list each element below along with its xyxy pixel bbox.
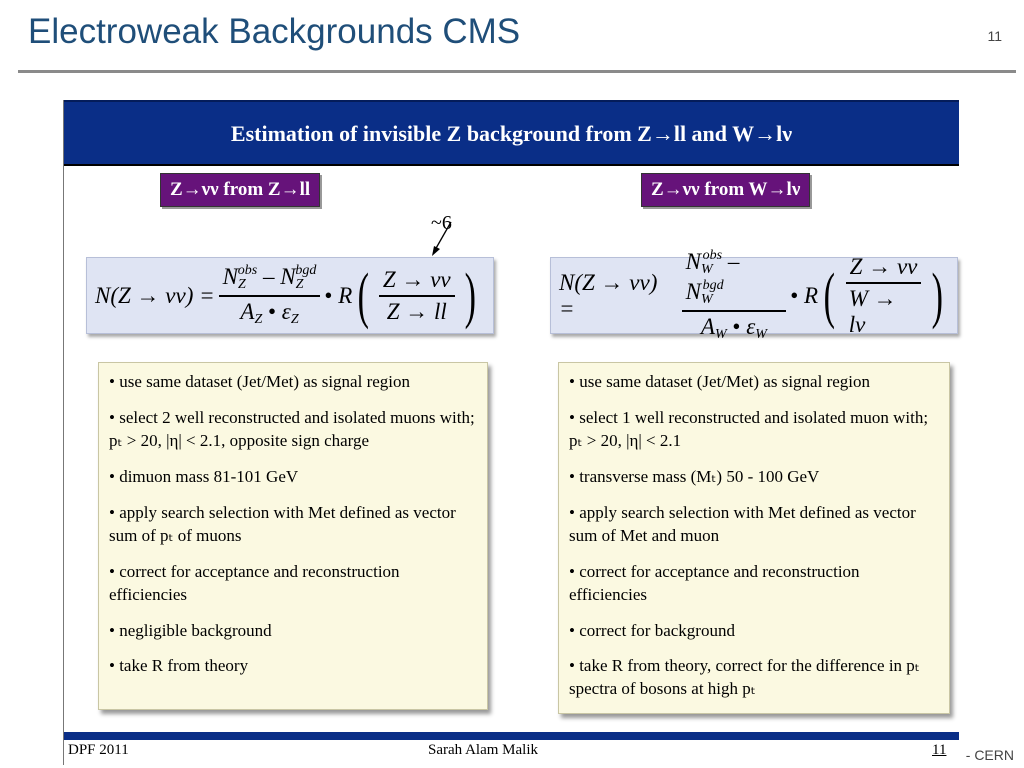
annotation-label: ~6 xyxy=(431,212,452,234)
left-method-box: Z→νν from Z→ll xyxy=(160,173,320,207)
list-item: • dimuon mass 81-101 GeV xyxy=(109,466,299,486)
slide-title: Electroweak Backgrounds CMS xyxy=(28,12,521,51)
footer-right: 11 xyxy=(932,742,947,758)
footer-bar xyxy=(64,732,959,740)
footer-cern: - CERN xyxy=(965,747,1014,763)
list-item: • apply search selection with Met defined as vector sum of pₜ of muons xyxy=(109,502,456,545)
list-item: • use same dataset (Jet/Met) as signal region xyxy=(109,372,411,391)
list-item: • correct for background xyxy=(569,620,735,640)
right-notes xyxy=(558,362,950,714)
banner xyxy=(64,100,959,166)
list-item: • take R from theory, correct for the difference in pₜ spectra of bosons at high pₜ xyxy=(569,656,920,699)
list-item: • correct for acceptance and reconstruction efficiencies xyxy=(109,561,400,604)
list-item: • take R from theory xyxy=(109,656,249,676)
left-notes xyxy=(98,362,488,710)
embedded-slide-panel xyxy=(63,100,959,765)
right-formula: N(Z → νν) = $\frac{N_W^{obs} - N_W^{bgd}}{A_W • \varepsilon_W}$ • R ( $\frac{Z \to \nu\nu}{W \to l\nu}$ ) xyxy=(550,257,958,334)
list-item: • negligible background xyxy=(109,620,272,640)
list-item: • apply search selection with Met defined as vector sum of Met and muon xyxy=(569,502,916,545)
list-item: • select 1 well reconstructed and isolated muon with; pₜ > 20, |η| < 2.1 xyxy=(569,407,929,450)
left-formula: N(Z → νν) = $\frac{N_Z^{obs} - N_Z^{bgd}}{A_Z • \varepsilon_Z}$ • R ( $\frac{Z \to \nu\nu}{Z \to ll}$ ) xyxy=(86,257,494,334)
list-item: • use same dataset (Jet/Met) as signal region xyxy=(569,372,871,391)
right-method-box: Z→νν from W→lν xyxy=(641,173,810,207)
footer-center: Sarah Alam Malik xyxy=(428,742,538,758)
list-item: • correct for acceptance and reconstruction efficiencies xyxy=(569,561,860,604)
slide-number: 11 xyxy=(987,28,1002,44)
title-divider xyxy=(18,70,1016,73)
list-item: • select 2 well reconstructed and isolated muons with; pₜ > 20, |η| < 2.1, opposite sign charge xyxy=(109,407,475,450)
footer-left: DPF 2011 xyxy=(68,742,129,758)
list-item: • transverse mass (Mₜ) 50 - 100 GeV xyxy=(569,466,820,486)
banner-title: Estimation of invisible Z background from Z→ll and W→lν xyxy=(230,121,793,146)
